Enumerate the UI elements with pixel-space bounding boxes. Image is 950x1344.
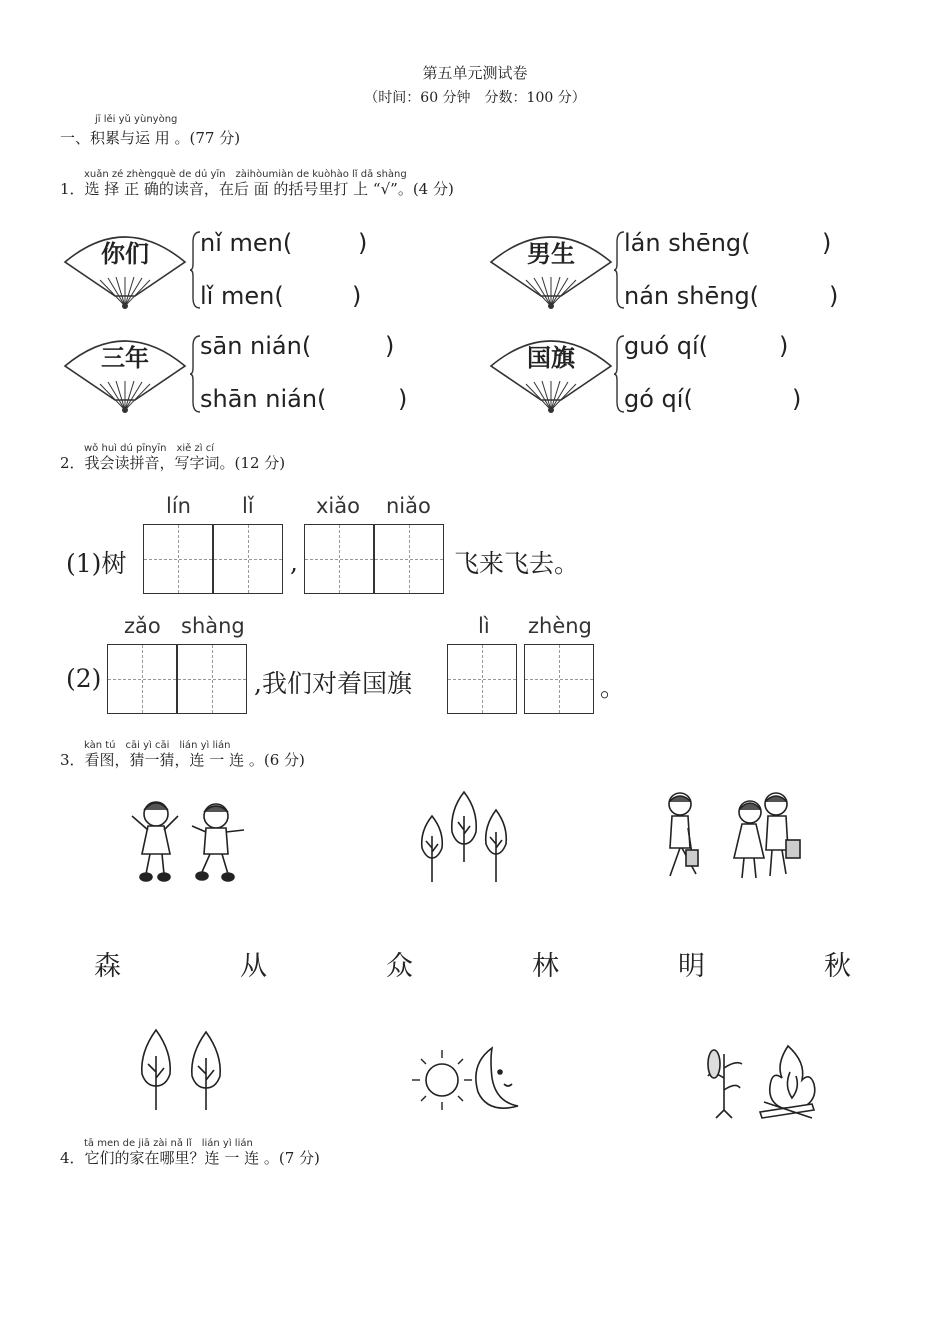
sentence2-middle: ,我们对着国旗 (254, 669, 412, 698)
pinyin-li: lǐ (242, 494, 254, 518)
writing-box-xiao[interactable] (304, 524, 374, 594)
two-children-icon[interactable] (126, 796, 252, 890)
option-san-nian: sān nián( (200, 332, 312, 360)
writing-box-zao[interactable] (107, 644, 177, 714)
answer-paren-ni-men[interactable]: ) (358, 229, 368, 257)
option-guo-qi: guó qí( (624, 332, 709, 360)
sentence1-prefix: (1)树 (66, 549, 127, 578)
answer-paren-san-nian[interactable]: ) (385, 332, 395, 360)
pinyin-zheng: zhèng (528, 614, 592, 638)
page-title: 第五单元测试卷 (422, 64, 528, 82)
fan-word: 国旗 (527, 343, 575, 372)
option-shan-nian: shān nián( (200, 385, 327, 413)
q1-pinyin: xuǎn zé zhèngquè de dú yīn zàihòumiàn de kuòhào lǐ dǎ shàng (84, 169, 407, 180)
answer-paren-lan-sheng[interactable]: ) (822, 229, 832, 257)
char-zhong[interactable]: 众 (386, 951, 413, 982)
fan-icon (486, 222, 616, 314)
answer-paren-go-qi[interactable]: ) (792, 385, 802, 413)
fan-word: 你们 (101, 239, 149, 268)
writing-box-lin[interactable] (143, 524, 213, 594)
q3-heading: 3．看图，猜一猜，连 一 连 。(6 分) (60, 751, 305, 769)
crop-fire-icon[interactable] (702, 1042, 826, 1126)
option-li-men: lǐ men( (200, 282, 284, 310)
char-cong[interactable]: 从 (240, 951, 267, 982)
q4-pinyin: tā men de jiā zài nǎ lǐ lián yì lián (84, 1138, 253, 1149)
answer-paren-nan-sheng[interactable]: ) (829, 282, 839, 310)
char-qiu[interactable]: 秋 (824, 951, 851, 982)
fan-word: 男生 (527, 239, 575, 268)
answer-paren-shan-nian[interactable]: ) (398, 385, 408, 413)
fan-icon (60, 326, 190, 418)
pinyin-xiao: xiǎo (316, 494, 360, 518)
answer-paren-guo-qi[interactable]: ) (779, 332, 789, 360)
sentence1-comma: , (290, 548, 298, 577)
q2-pinyin: wǒ huì dú pīnyīn xiě zì cí (84, 443, 214, 454)
three-trees-icon[interactable] (410, 786, 520, 890)
answer-paren-li-men[interactable]: ) (352, 282, 362, 310)
two-trees-icon[interactable] (134, 1026, 230, 1118)
section1-pinyin: jī lěi yǔ yùnyòng (95, 114, 178, 125)
writing-box-niao[interactable] (374, 524, 444, 594)
char-sen[interactable]: 森 (94, 951, 121, 982)
sun-moon-icon[interactable] (412, 1044, 528, 1124)
pinyin-li-stand: lì (478, 614, 490, 638)
sentence2-prefix: (2) (66, 664, 102, 693)
q4-heading: 4．它们的家在哪里？连 一 连 。(7 分) (60, 1149, 320, 1167)
page-subtitle: （时间：60 分钟 分数：100 分） (364, 90, 586, 106)
option-lan-sheng: lán shēng( (624, 229, 751, 257)
three-people-icon[interactable] (656, 788, 806, 890)
pinyin-shang: shàng (181, 614, 245, 638)
writing-box-zheng[interactable] (524, 644, 594, 714)
char-lin[interactable]: 林 (532, 951, 559, 982)
pinyin-niao: niǎo (386, 494, 431, 518)
sentence1-suffix: 飞来飞去。 (454, 549, 580, 578)
fan-icon (60, 222, 190, 314)
fan-word: 三年 (101, 343, 149, 372)
sentence2-suffix: 。 (600, 673, 626, 702)
writing-box-li-stand[interactable] (447, 644, 517, 714)
writing-box-shang[interactable] (177, 644, 247, 714)
option-go-qi: gó qí( (624, 385, 693, 413)
writing-box-li[interactable] (213, 524, 283, 594)
pinyin-lin: lín (166, 494, 191, 518)
q3-pinyin: kàn tú cāi yì cāi lián yì lián (84, 740, 231, 751)
char-ming[interactable]: 明 (678, 951, 705, 982)
section1-heading: 一、积累与运 用 。(77 分) (60, 129, 241, 147)
pinyin-zao: zǎo (124, 614, 161, 638)
option-ni-men: nǐ men( (200, 229, 293, 257)
fan-icon (486, 326, 616, 418)
q2-heading: 2．我会读拼音，写字词。(12 分) (60, 454, 286, 472)
q1-heading: 1．选 择 正 确的读音，在后 面 的括号里打 上 “√”。(4 分) (60, 180, 454, 198)
option-nan-sheng: nán shēng( (624, 282, 760, 310)
